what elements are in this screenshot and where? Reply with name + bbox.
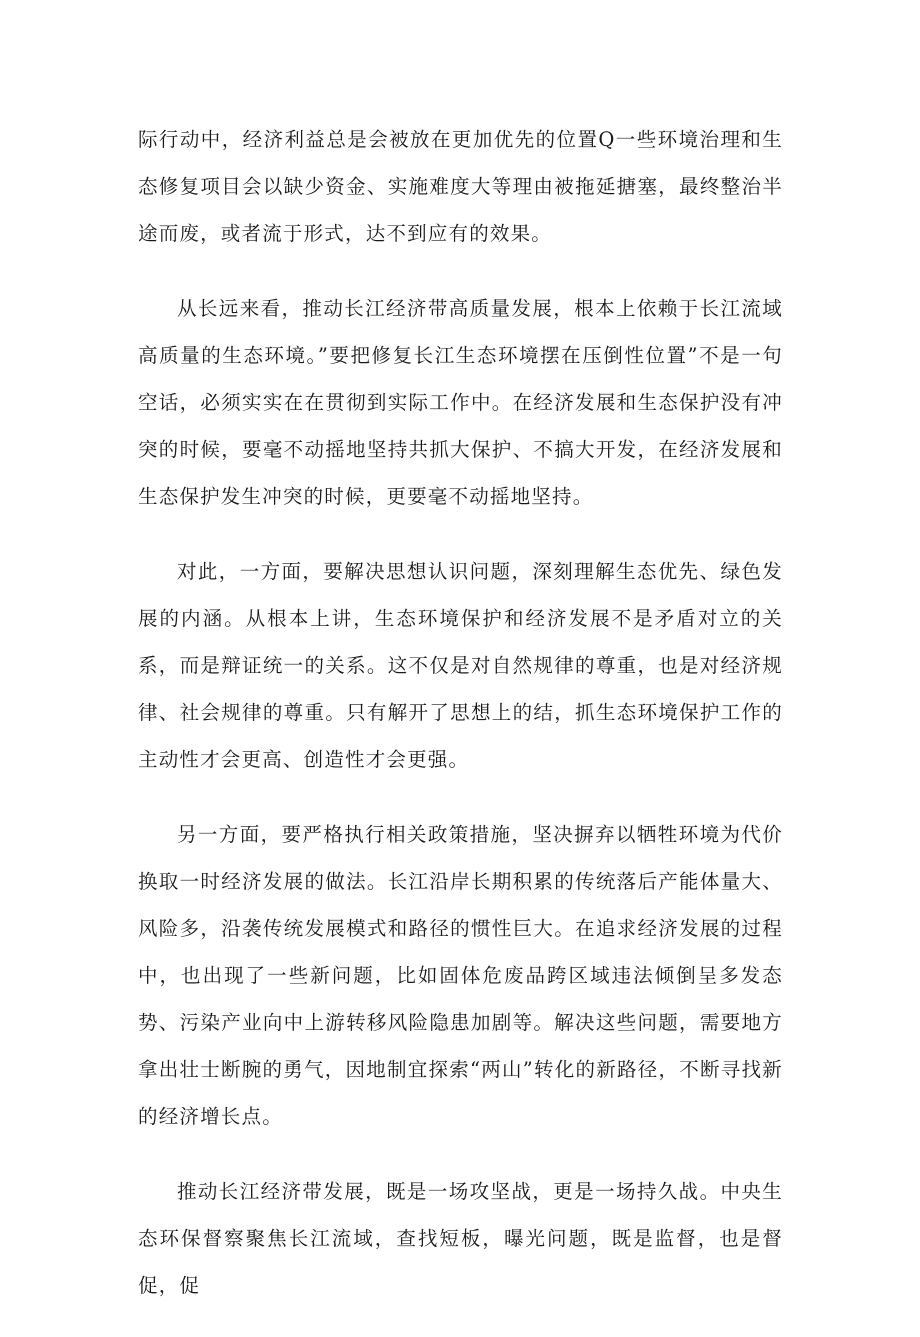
paragraph-2: 从长远来看，推动长江经济带高质量发展，根本上依赖于长江流域高质量的生态环境。”要把修复长江生态环境摆在压倒性位置”不是一句空话，必须实实在在贯彻到实际工作中。在经济发展和生态保护没有冲突的时候，要毫不动摇地坚持共抓大保护、不搞大开发，在经济发展和生态保护发生冲突的时候，更要毫不动摇地坚持。 — [138, 297, 783, 508]
paragraph-5: 推动长江经济带发展，既是一场攻坚战，更是一场持久战。中央生态环保督察聚焦长江流域，查找短板，曝光问题，既是监督，也是督促，促 — [138, 1180, 783, 1297]
paragraph-1: 际行动中，经济利益总是会被放在更加优先的位置Q一些环境治理和生态修复项目会以缺少资金、实施难度大等理由被拖延搪塞，最终整治半途而废，或者流于形式，达不到应有的效果。 — [138, 128, 783, 245]
paragraph-3: 对此，一方面，要解决思想认识问题，深刻理解生态优先、绿色发展的内涵。从根本上讲，生态环境保护和经济发展不是矛盾对立的关系，而是辩证统一的关系。这不仅是对自然规律的尊重，也是对经济规律、社会规律的尊重。只有解开了思想上的结，抓生态环境保护工作的主动性才会更高、创造性才会更强。 — [138, 560, 783, 771]
paragraph-4: 另一方面，要严格执行相关政策措施，坚决摒弃以牺牲环境为代价换取一时经济发展的做法。长江沿岸长期积累的传统落后产能体量大、风险多，沿袭传统发展模式和路径的惯性巨大。在追求经济发展的过程中，也出现了一些新问题，比如固体危废品跨区域违法倾倒呈多发态势、污染产业向中上游转移风险隐患加剧等。解决这些问题，需要地方拿出壮士断腕的勇气，因地制宜探索“两山”转化的新路径，不断寻找新的经济增长点。 — [138, 823, 783, 1128]
document-body — [138, 116, 783, 1337]
